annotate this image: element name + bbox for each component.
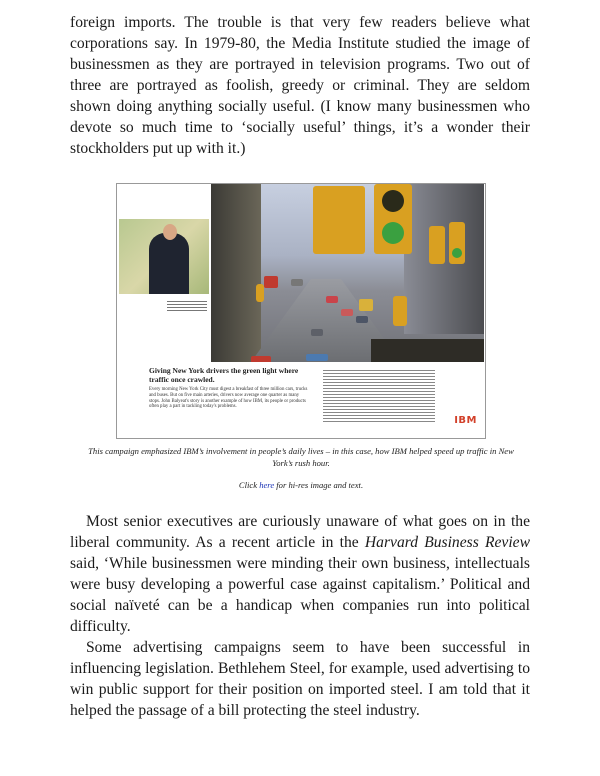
image-caption: This campaign emphasized IBM’s involvement in people’s daily lives – in this case, how IBM helped speed up traffic in New York’s rush hour. — [88, 446, 514, 468]
traffic-lights-photo — [211, 184, 484, 362]
inset-photo-man-with-map — [119, 219, 209, 294]
car — [326, 296, 338, 303]
hi-res-link-line — [86, 479, 516, 491]
text: Most senior executives are curiously unaware of what goes on in the liberal community. As a recent article in the — [70, 513, 530, 551]
lamp — [382, 190, 404, 212]
taxi — [359, 299, 373, 311]
body-paragraph — [70, 511, 530, 637]
green-lamp — [382, 222, 404, 244]
car — [341, 309, 353, 316]
ad-copy — [149, 367, 309, 410]
traffic-light — [374, 184, 412, 254]
body-paragraph: foreign imports. The trouble is that very few readers believe what corporations say. In 1979-80, the Media Institute studied the image of businessmen as they are portrayed in television programs. Two out of three are portrayed as foolish, greedy or criminal. They are seldom shown doing anything socially useful. (I know many businessmen who devote so much time to ‘socially useful’ things, it’s a wonder their stockholders put up with it.) — [70, 14, 530, 157]
car — [306, 354, 328, 361]
fence — [371, 339, 484, 362]
traffic-light — [449, 222, 465, 264]
ibm-logo: IBM — [454, 415, 477, 426]
man-head — [163, 224, 177, 240]
traffic-light — [313, 186, 365, 254]
body-paragraph: Some advertising campaigns seem to have been successful in influencing legislation. Bethlehem Steel, for example, used advertising to win public support for their position on imported steel. I am told that it helped the passage of a bill protecting the steel industry. — [70, 639, 530, 719]
traffic-light — [256, 284, 264, 302]
ad-fine-print — [323, 370, 435, 423]
hi-res-link[interactable]: here — [259, 480, 275, 490]
ibm-advertisement-image — [116, 183, 486, 439]
car — [356, 316, 368, 323]
click-prefix: Click — [238, 480, 260, 490]
bus — [264, 276, 278, 288]
inset-caption — [167, 301, 207, 313]
building — [211, 184, 261, 362]
car — [291, 279, 303, 286]
man-figure — [149, 233, 189, 294]
figure — [88, 183, 514, 491]
car — [311, 329, 323, 336]
ad-body-text: Every morning New York City must digest a breakfast of three million cars, trucks and buses. But on five main arteries, drivers now average one quarter as many stops. John Balyeat's story is another example of how IBM, its people or products often play a part in tackling today's problems. — [149, 387, 308, 410]
green-lamp — [452, 248, 462, 258]
publication-title: Harvard Business Review — [364, 534, 531, 551]
traffic-light — [429, 226, 445, 264]
car — [251, 356, 271, 362]
click-suffix: for hi-res image and text. — [274, 480, 364, 490]
ad-headline: Giving New York drivers the green light where traffic once crawled. — [149, 366, 299, 384]
text: said, ‘While businessmen were minding their own business, intellectuals were busy developing a powerful case against capitalism.’ Political and social naïveté can be a handicap when companies run into political difficulty. — [70, 555, 530, 635]
traffic-light — [393, 296, 407, 326]
